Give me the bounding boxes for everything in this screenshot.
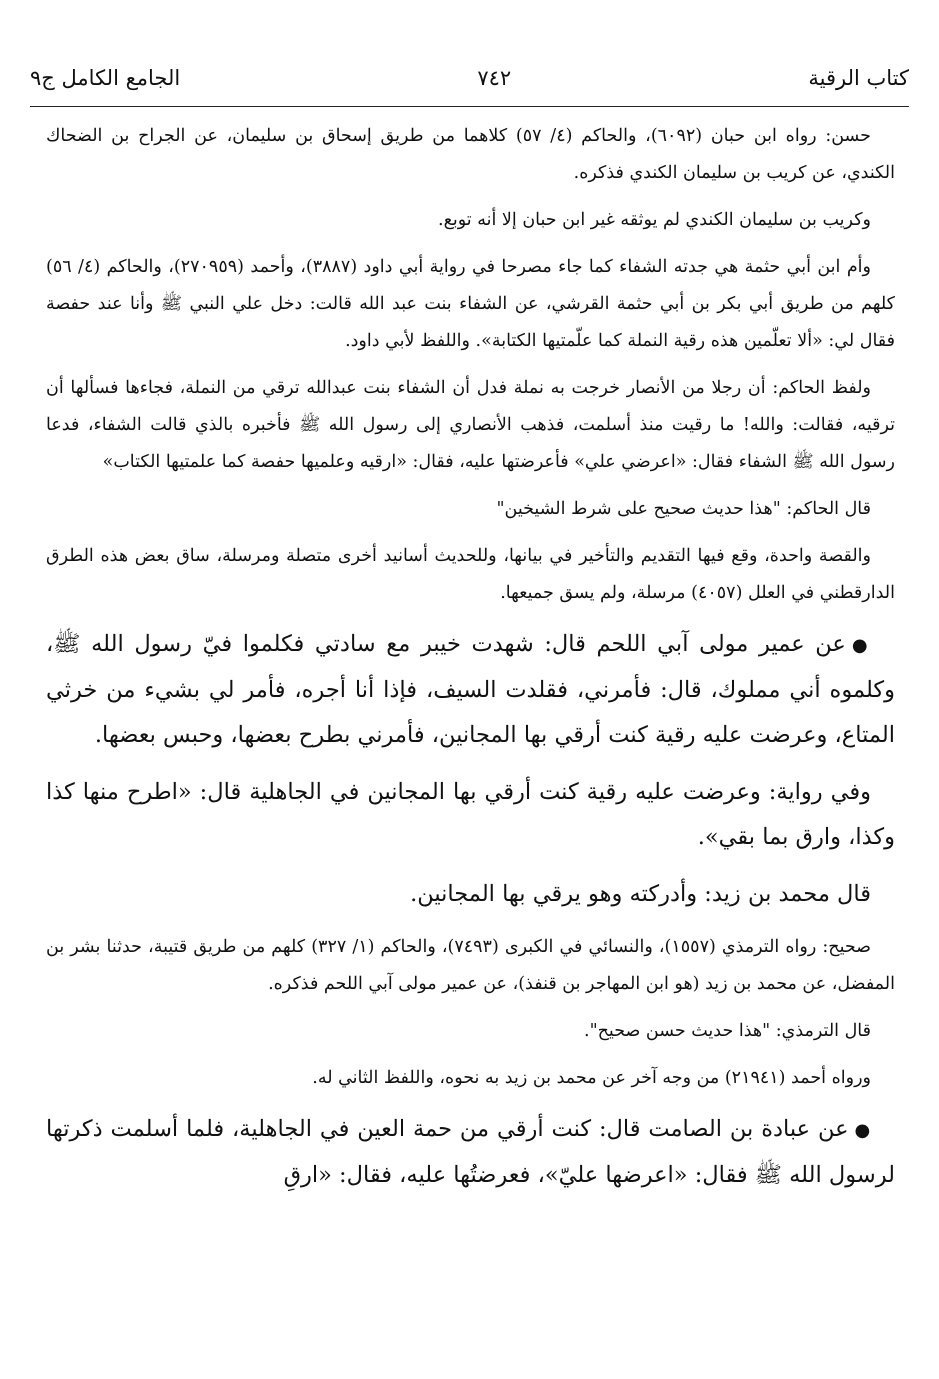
paragraph: قال الترمذي: "هذا حديث حسن صحيح".: [584, 1021, 871, 1041]
paragraph: ورواه أحمد (٢١٩٤١) من وجه آخر عن محمد بن زيد به نحوه، واللفظ الثاني له.: [312, 1068, 871, 1088]
bullet-icon: ●: [851, 635, 871, 656]
hadith-text: عن عمير مولى آبي اللحم قال: شهدت خيبر مع سادتي فكلموا فيّ رسول الله ﷺ، وكلموه أني مملوك، قال: فأمرني، فقلدت السيف، فإذا أنا أجره، فأمر لي بشيء من خرثي المتاع، وعرضت عليه رقية كنت أرقي بها المجانين، فأمرني بطرح بعضها، وحبس بعضها.: [46, 631, 895, 748]
paragraph: وأم ابن أبي حثمة هي جدته الشفاء كما جاء مصرحا في رواية أبي داود (٣٨٨٧)، وأحمد (٢٧٠٩٥٩)، والحاكم (٤/ ٥٦) كلهم من طريق أبي بكر بن أبي حثمة القرشي، عن الشفاء بنت عبد الله قالت: دخل علي النبي ﷺ وأنا عند حفصة فقال لي: «ألا تعلّمين هذه رقية النملة كما علّمتيها الكتابة». واللفظ لأبي داود.: [46, 257, 895, 351]
paragraph: قال الحاكم: "هذا حديث صحيح على شرط الشيخين": [496, 499, 871, 519]
book-title: كتاب الرقية: [808, 66, 909, 90]
page-header: [30, 58, 909, 98]
hadith-text: عن عبادة بن الصامت قال: كنت أرقي من حمة العين في الجاهلية، فلما أسلمت ذكرتها لرسول الله ﷺ فقال: «اعرضها عليّ»، فعرضتُها عليه، فقال: «ارقِ: [46, 1116, 895, 1188]
paragraph: ولفظ الحاكم: أن رجلا من الأنصار خرجت به نملة فدل أن الشفاء بنت عبدالله ترقي من النملة، فجاءها فسألها أن ترقيه، فقالت: والله! ما رقيت منذ أسلمت، فذهب الأنصاري إلى رسول الله ﷺ فأخبره بالذي قالت الشفاء، فدعا رسول الله ﷺ الشفاء فقال: «اعرضي علي» فأعرضتها عليه، فقال: «ارقيه وعلميها حفصة كما علمتيها الكتاب»: [46, 378, 895, 472]
bullet-icon: ●: [854, 1120, 871, 1141]
header-divider: [30, 106, 909, 107]
collection-title: الجامع الكامل ج٩: [30, 66, 181, 90]
paragraph: حسن: رواه ابن حبان (٦٠٩٢)، والحاكم (٤/ ٥٧) كلاهما من طريق إسحاق بن سليمان، عن الجراح بن الضحاك الكندي، عن كريب بن سليمان الكندي فذكره.: [46, 126, 895, 183]
page-body: [46, 118, 895, 1210]
paragraph: صحيح: رواه الترمذي (١٥٥٧)، والنسائي في الكبرى (٧٤٩٣)، والحاكم (١/ ٣٢٧) كلهم من طريق قتيبة، حدثنا بشر بن المفضل، عن محمد بن زيد (هو ابن المهاجر بن قنفذ)، عن عمير مولى آبي اللحم فذكره.: [46, 937, 895, 994]
page-number: ٧٤٢: [477, 66, 512, 90]
paragraph: وفي رواية: وعرضت عليه رقية كنت أرقي بها المجانين في الجاهلية قال: «اطرح منها كذا وكذا، وارق بما بقي».: [46, 779, 895, 850]
hadith-paragraph: [46, 1107, 895, 1198]
paragraph: والقصة واحدة، وقع فيها التقديم والتأخير في بيانها، وللحديث أسانيد أخرى متصلة ومرسلة، ساق بعض هذه الطرق الدارقطني في العلل (٤٠٥٧) مرسلة، ولم يسق جميعها.: [46, 546, 895, 603]
hadith-paragraph: [46, 622, 895, 758]
paragraph: قال محمد بن زيد: وأدركته وهو يرقي بها المجانين.: [410, 881, 871, 907]
paragraph: وكريب بن سليمان الكندي لم يوثقه غير ابن حبان إلا أنه توبع.: [438, 210, 871, 230]
